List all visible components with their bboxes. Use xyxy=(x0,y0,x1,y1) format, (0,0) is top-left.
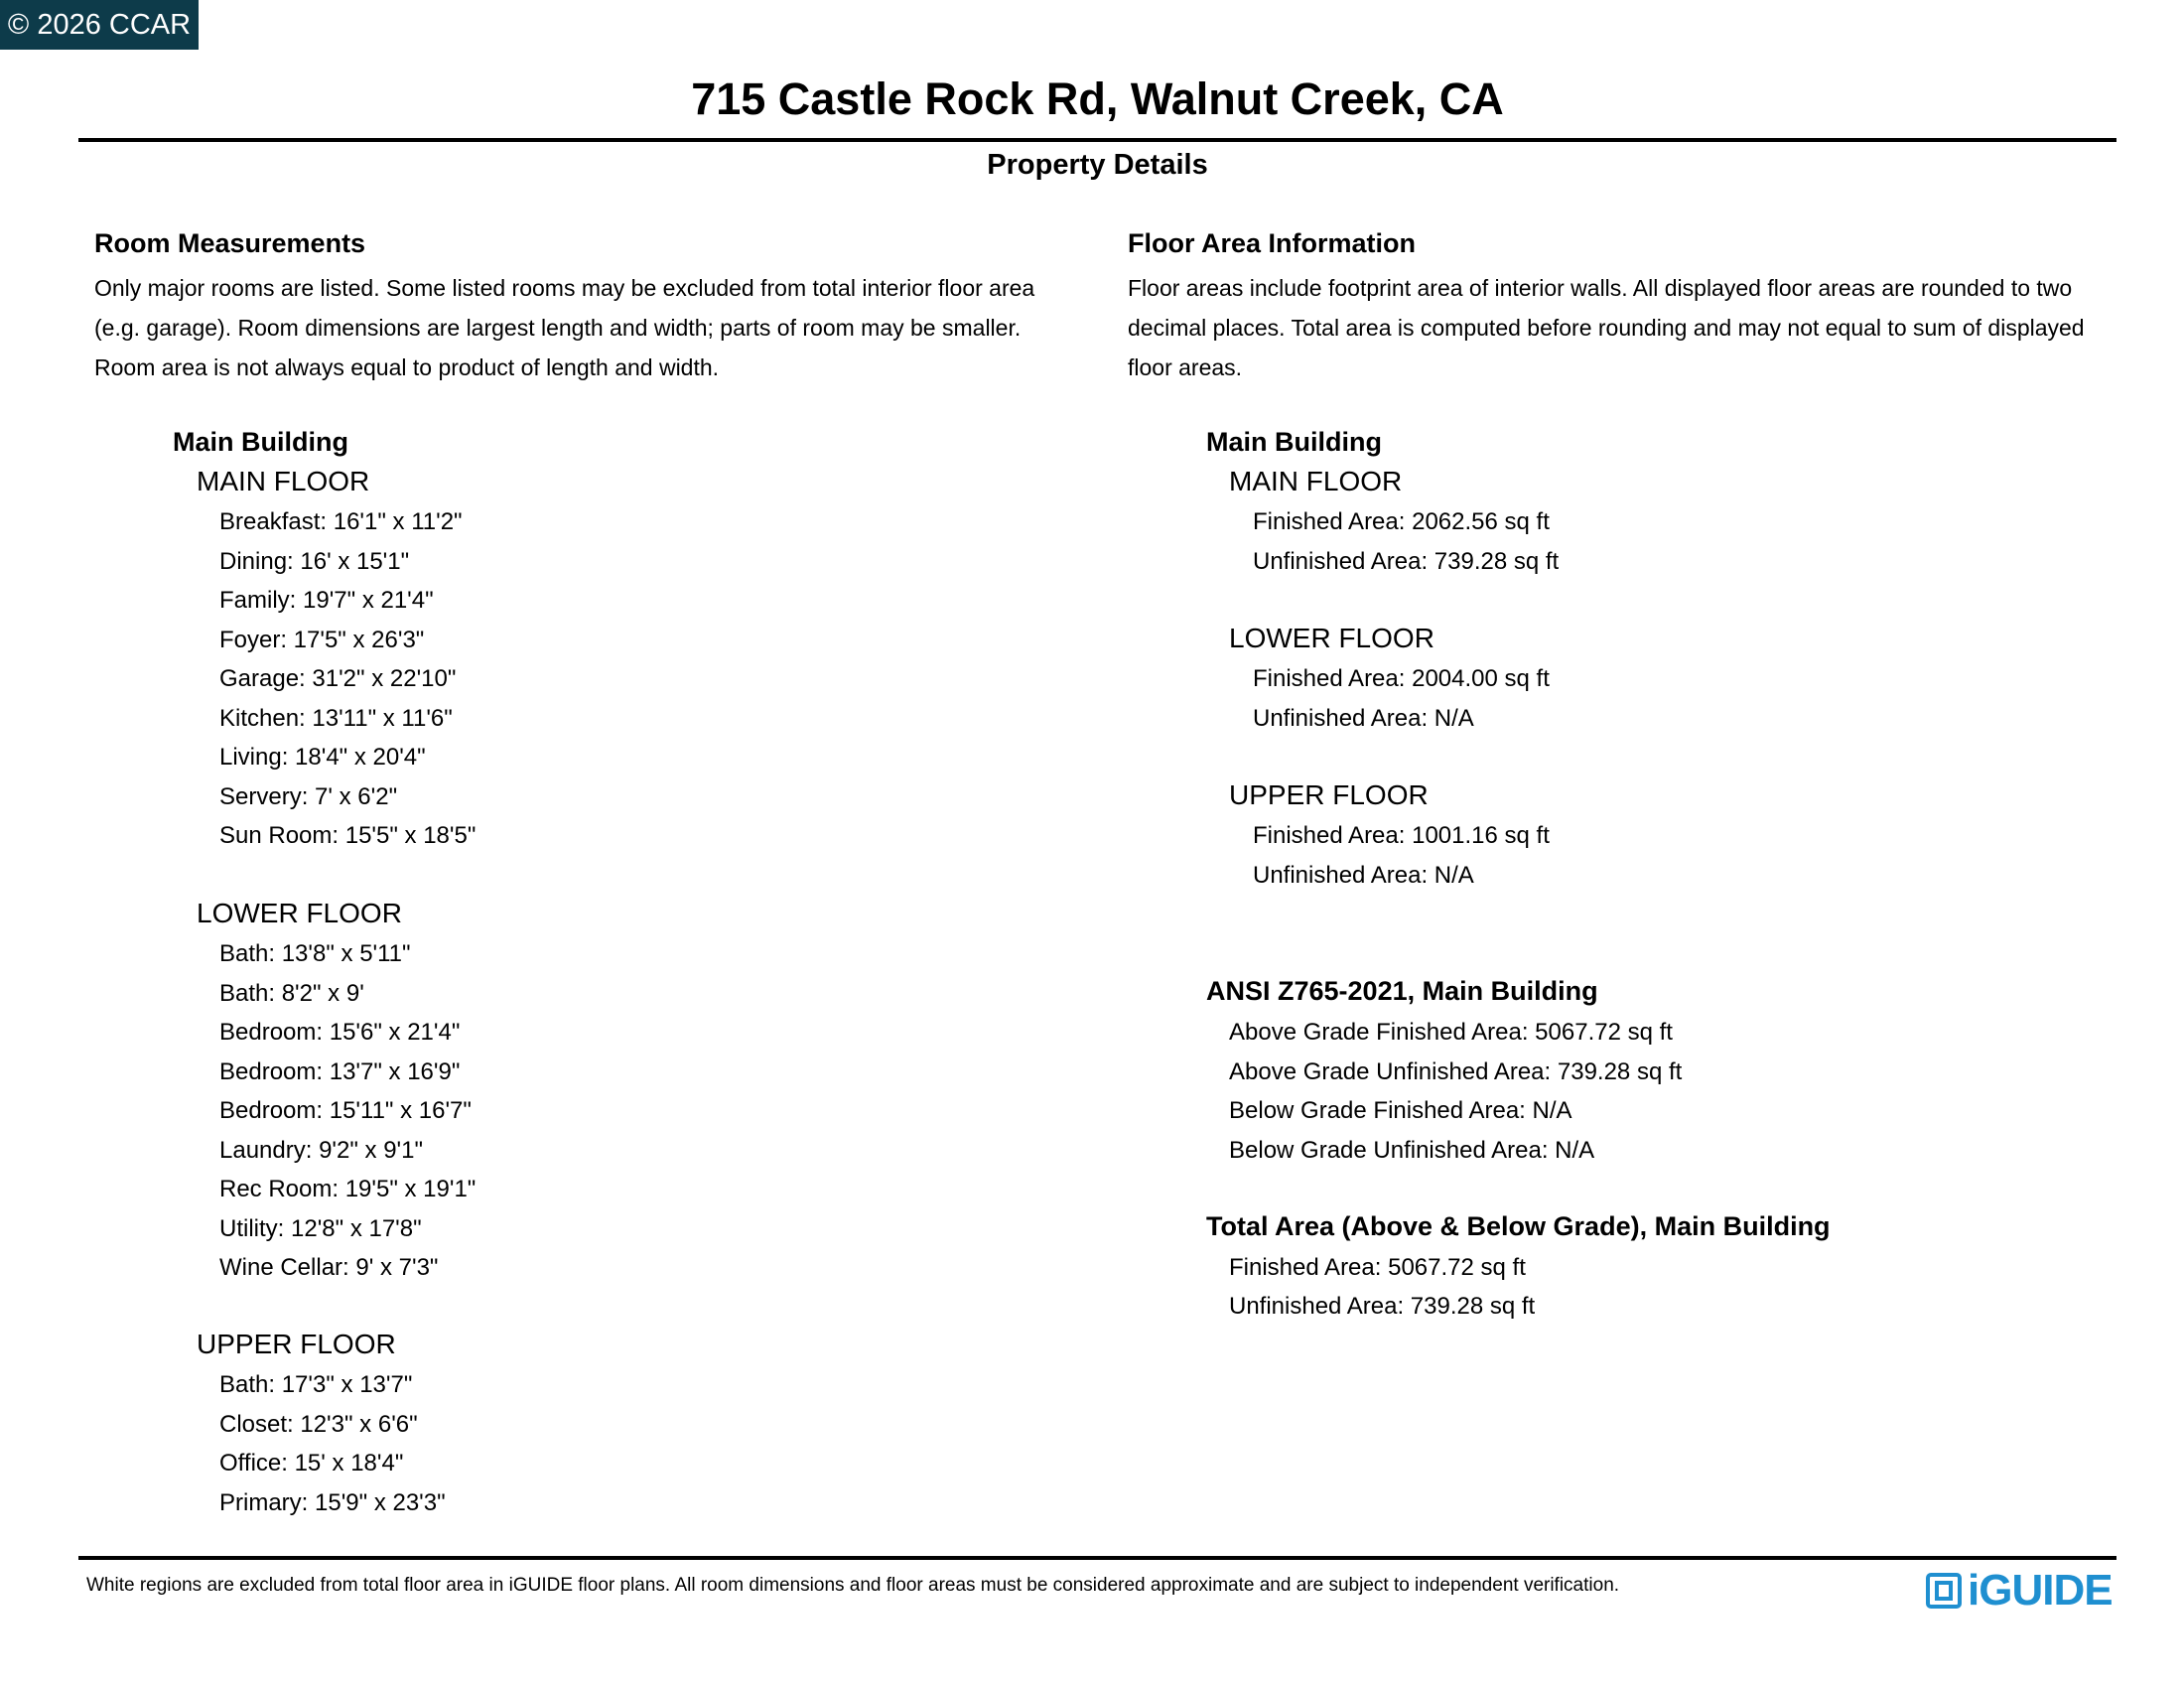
iguide-logo-icon xyxy=(1926,1573,1962,1609)
ansi-item: Below Grade Unfinished Area: N/A xyxy=(1229,1137,1595,1164)
building-heading: Main Building xyxy=(173,427,348,457)
floor-area-description xyxy=(1128,268,2085,387)
room-item: Foyer: 17'5" x 26'3" xyxy=(219,627,425,653)
room-item: Breakfast: 16'1" x 11'2" xyxy=(219,508,463,535)
room-item: Bath: 8'2" x 9' xyxy=(219,980,364,1007)
room-item: Bedroom: 15'11" x 16'7" xyxy=(219,1097,472,1124)
page-subtitle: Property Details xyxy=(987,149,1208,181)
ansi-heading: ANSI Z765-2021, Main Building xyxy=(1206,976,1598,1006)
total-area-item: Unfinished Area: 739.28 sq ft xyxy=(1229,1293,1536,1320)
iguide-logo-text: iGUIDE xyxy=(1968,1566,2113,1615)
total-area-item: Finished Area: 5067.72 sq ft xyxy=(1229,1254,1526,1281)
area-floor-heading-main: MAIN FLOOR xyxy=(1229,466,1403,496)
room-item: Bedroom: 15'6" x 21'4" xyxy=(219,1019,461,1046)
unfinished-area: Unfinished Area: N/A xyxy=(1253,862,1474,889)
unfinished-area: Unfinished Area: N/A xyxy=(1253,705,1474,732)
footer-divider xyxy=(78,1556,2116,1560)
description-line: floor areas. xyxy=(1128,354,1243,380)
room-item: Servery: 7' x 6'2" xyxy=(219,783,398,810)
room-item: Closet: 12'3" x 6'6" xyxy=(219,1411,418,1438)
description-line: Only major rooms are listed. Some listed rooms may be excluded from total interior floor area xyxy=(94,275,1035,301)
floor-area-heading: Floor Area Information xyxy=(1128,228,1417,258)
page-title: 715 Castle Rock Rd, Walnut Creek, CA xyxy=(691,73,1504,124)
room-item: Laundry: 9'2" x 9'1" xyxy=(219,1137,423,1164)
description-line: decimal places. Total area is computed before rounding and may not equal to sum of displayed xyxy=(1128,315,2085,341)
finished-area: Finished Area: 1001.16 sq ft xyxy=(1253,822,1550,849)
room-item: Bedroom: 13'7" x 16'9" xyxy=(219,1058,461,1085)
total-area-heading: Total Area (Above & Below Grade), Main Building xyxy=(1206,1211,1831,1241)
area-building-heading: Main Building xyxy=(1206,427,1382,457)
description-line: Room area is not always equal to product of length and width. xyxy=(94,354,720,380)
floor-heading-main: MAIN FLOOR xyxy=(197,466,370,496)
copyright-badge: © 2026 CCAR xyxy=(0,0,199,50)
room-item: Office: 15' x 18'4" xyxy=(219,1450,404,1477)
room-item: Living: 18'4" x 20'4" xyxy=(219,744,426,771)
header-divider xyxy=(78,138,2116,142)
ansi-item: Above Grade Unfinished Area: 739.28 sq ft xyxy=(1229,1058,1683,1085)
description-line: Floor areas include footprint area of interior walls. All displayed floor areas are rounded to two xyxy=(1128,275,2073,301)
room-item: Sun Room: 15'5" x 18'5" xyxy=(219,822,477,849)
room-measurements-heading: Room Measurements xyxy=(94,228,366,258)
unfinished-area: Unfinished Area: 739.28 sq ft xyxy=(1253,548,1560,575)
floor-heading-lower: LOWER FLOOR xyxy=(197,898,402,928)
room-item: Rec Room: 19'5" x 19'1" xyxy=(219,1176,477,1202)
room-item: Family: 19'7" x 21'4" xyxy=(219,587,434,614)
room-item: Dining: 16' x 15'1" xyxy=(219,548,410,575)
finished-area: Finished Area: 2062.56 sq ft xyxy=(1253,508,1550,535)
footer-disclaimer: White regions are excluded from total floor area in iGUIDE floor plans. All room dimensions and floor areas must be considered approximate and are subject to independent verification. xyxy=(86,1575,1620,1596)
area-floor-heading-upper: UPPER FLOOR xyxy=(1229,779,1429,810)
room-item: Bath: 17'3" x 13'7" xyxy=(219,1371,413,1398)
room-measurements-description xyxy=(94,268,1034,387)
description-line: (e.g. garage). Room dimensions are largest length and width; parts of room may be smaller. xyxy=(94,315,1022,341)
iguide-logo xyxy=(1926,1567,2113,1615)
room-item: Utility: 12'8" x 17'8" xyxy=(219,1215,422,1242)
room-item: Kitchen: 13'11" x 11'6" xyxy=(219,705,453,732)
room-item: Primary: 15'9" x 23'3" xyxy=(219,1489,446,1516)
ansi-item: Above Grade Finished Area: 5067.72 sq ft xyxy=(1229,1019,1673,1046)
room-item: Garage: 31'2" x 22'10" xyxy=(219,665,457,692)
area-floor-heading-lower: LOWER FLOOR xyxy=(1229,623,1434,653)
floor-heading-upper: UPPER FLOOR xyxy=(197,1329,396,1359)
finished-area: Finished Area: 2004.00 sq ft xyxy=(1253,665,1550,692)
room-item: Bath: 13'8" x 5'11" xyxy=(219,940,411,967)
ansi-item: Below Grade Finished Area: N/A xyxy=(1229,1097,1572,1124)
room-item: Wine Cellar: 9' x 7'3" xyxy=(219,1254,439,1281)
